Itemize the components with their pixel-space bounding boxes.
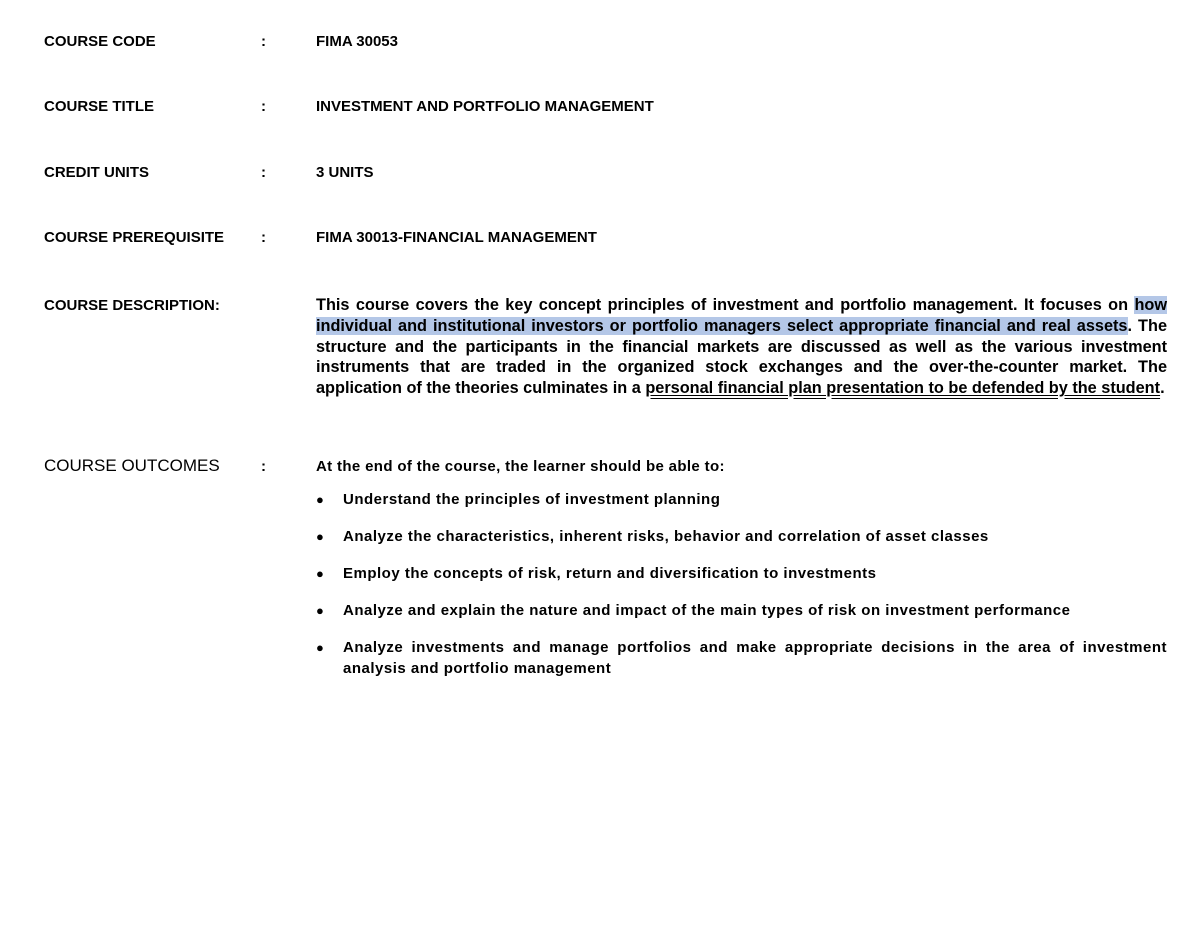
field-colon: : (261, 98, 266, 115)
bullet-icon: ● (316, 492, 325, 507)
list-item (316, 600, 1167, 621)
description-underlined-text: personal financial plan presentation to be defended by the student (645, 379, 1161, 398)
outcome-text: Employ the concepts of risk, return and diversification to investments (343, 565, 877, 582)
field-value: 3 UNITS (316, 164, 374, 181)
course-outcomes-label: COURSE OUTCOMES (44, 456, 220, 475)
course-description-label: COURSE DESCRIPTION: (44, 297, 220, 314)
list-item (316, 637, 1167, 679)
list-item (316, 563, 1167, 584)
outcome-text: Analyze investments and manage portfolios and make appropriate decisions in the area of investment analysis and portfolio management (343, 639, 1167, 677)
list-item (316, 526, 1167, 547)
field-colon: : (261, 229, 266, 246)
field-colon: : (261, 164, 266, 181)
outcome-text: Understand the principles of investment planning (343, 491, 721, 508)
bullet-icon: ● (316, 566, 325, 581)
field-label: COURSE CODE (44, 33, 156, 50)
outcome-text: Analyze and explain the nature and impact of the main types of risk on investment performance (343, 602, 1071, 619)
field-label: COURSE TITLE (44, 98, 155, 115)
list-item (316, 489, 1167, 510)
field-colon: : (261, 33, 266, 50)
bullet-icon: ● (316, 640, 325, 655)
outcome-text: Analyze the characteristics, inherent risks, behavior and correlation of asset classes (343, 528, 989, 545)
field-label: CREDIT UNITS (44, 164, 149, 181)
course-outcomes-list (316, 489, 1167, 695)
bullet-icon: ● (316, 529, 325, 544)
description-highlighted-text: how individual and institutional investors or portfolio managers select appropriate financial and real assets (316, 296, 1167, 335)
bullet-icon: ● (316, 603, 325, 618)
course-outcomes-intro: At the end of the course, the learner should be able to: (316, 458, 725, 475)
field-value: INVESTMENT AND PORTFOLIO MANAGEMENT (316, 98, 654, 115)
course-description-text (316, 295, 1167, 399)
field-value: FIMA 30013-FINANCIAL MANAGEMENT (316, 229, 597, 246)
course-outcomes-colon: : (261, 458, 266, 475)
field-value: FIMA 30053 (316, 33, 398, 50)
description-text-end: . (1160, 379, 1165, 398)
field-label: COURSE PREREQUISITE (44, 229, 225, 246)
description-text-part: This course covers the key concept principles of investment and portfolio management. It focuses on (316, 296, 1135, 314)
description-text-part: . The structure and the participants in the financial markets are discussed as well as the various investment instruments that are traded in the organized stock exchanges and the over-the-counter market. The application of the theories culminates in a (316, 316, 1167, 398)
